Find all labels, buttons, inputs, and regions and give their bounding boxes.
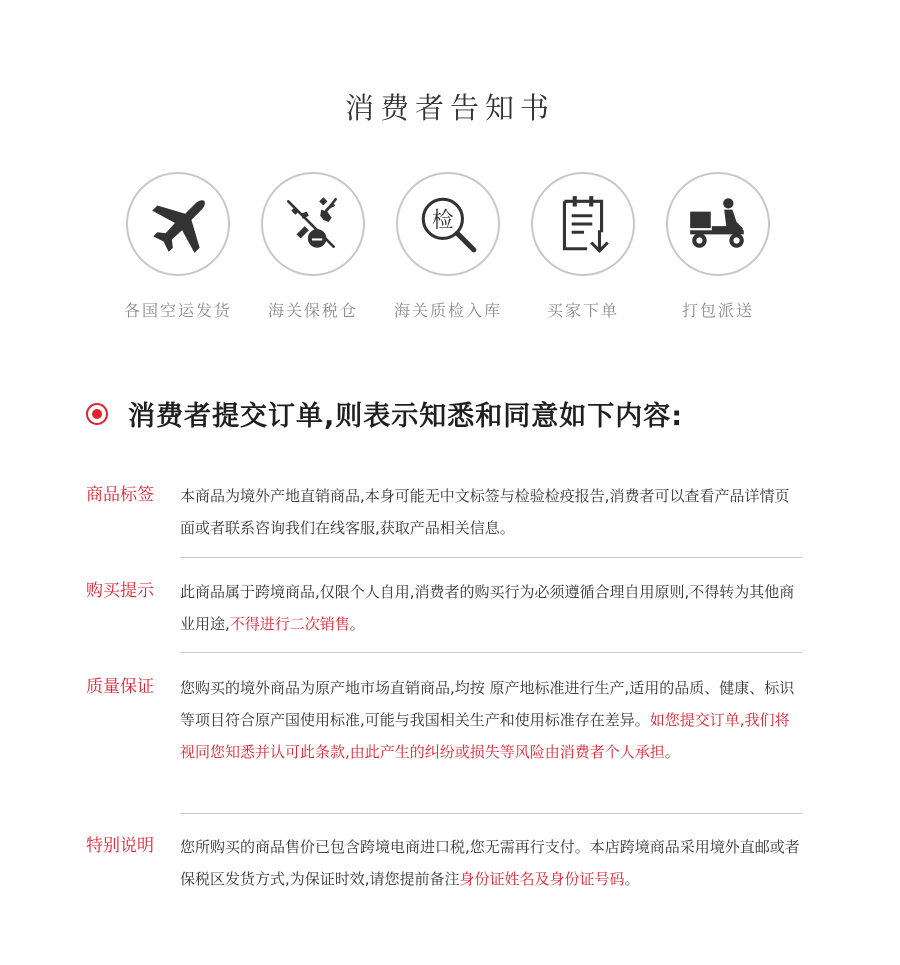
body-text: 您购买的境外商品为原产地市场直销商品,均按 原产地标准进行生产,适用的品质、健康、标识等项目符合原产国使用标准,可能与我国相关生产和使用标准存在差异。 [180, 679, 795, 729]
section-label: 购买提示 [86, 581, 154, 601]
body-text: 本商品为境外产地直销商品,本身可能无中文标签与检验检疫报告,消费者可以查看产品详情页面或者联系咨询我们在线客服,获取产品相关信息。 [180, 487, 790, 537]
step-delivery [650, 172, 786, 321]
body-text: 您所购买的商品售价已包含跨境电商进口税,您无需再行支付。本店跨境商品采用境外直邮或者保税区发货方式,为保证时效,请您提前备注 [180, 838, 800, 888]
highlight-text: 身份证姓名及身份证号码 [459, 870, 625, 888]
divider [180, 652, 802, 653]
consent-headline [86, 394, 876, 433]
body-tail: 。 [349, 615, 365, 633]
step-air-shipping [110, 172, 246, 321]
customs-emblem-icon [280, 191, 346, 257]
page-title: 消费者告知书 [344, 91, 555, 125]
highlight-text: 不得进行二次销售 [229, 615, 350, 633]
divider [180, 813, 802, 814]
step-circle [666, 172, 770, 276]
section-text [180, 480, 802, 544]
step-label: 海关保税仓 [267, 301, 358, 320]
divider [180, 557, 802, 558]
step-label: 各国空运发货 [123, 301, 232, 320]
inspection-character: 检 [432, 208, 454, 234]
section-text [180, 672, 802, 768]
step-label: 打包派送 [681, 301, 754, 320]
step-buyer-order [515, 172, 651, 321]
step-bonded-warehouse [245, 172, 381, 321]
step-label: 买家下单 [546, 301, 619, 320]
delivery-scooter-icon [685, 191, 751, 257]
order-clipboard-icon [550, 191, 616, 257]
section-label: 质量保证 [86, 677, 154, 697]
highlight-text: 如您提交订单,我们将视同您知悉并认可此条款,由此产生的纠纷或损失等风险由消费者个人承担 [180, 711, 790, 761]
inspection-magnifier-icon [415, 191, 481, 257]
section-text [180, 831, 802, 895]
step-circle [261, 172, 365, 276]
body-tail: 。 [664, 743, 680, 761]
body-tail: 。 [624, 870, 640, 888]
section-label: 商品标签 [86, 485, 154, 505]
body-text: 此商品属于跨境商品,仅限个人自用,消费者的购买行为必须遵循合理自用原则,不得转为其他商业用途, [180, 583, 795, 633]
step-circle [396, 172, 500, 276]
step-circle [531, 172, 635, 276]
headline-text: 消费者提交订单,则表示知悉和同意如下内容: [128, 401, 684, 432]
step-inspection [380, 172, 516, 321]
airplane-icon [145, 191, 211, 257]
section-text [180, 576, 802, 640]
step-label: 海关质检入库 [393, 301, 502, 320]
section-label: 特别说明 [86, 836, 154, 856]
step-circle [126, 172, 230, 276]
radio-bullet-icon [86, 403, 108, 425]
